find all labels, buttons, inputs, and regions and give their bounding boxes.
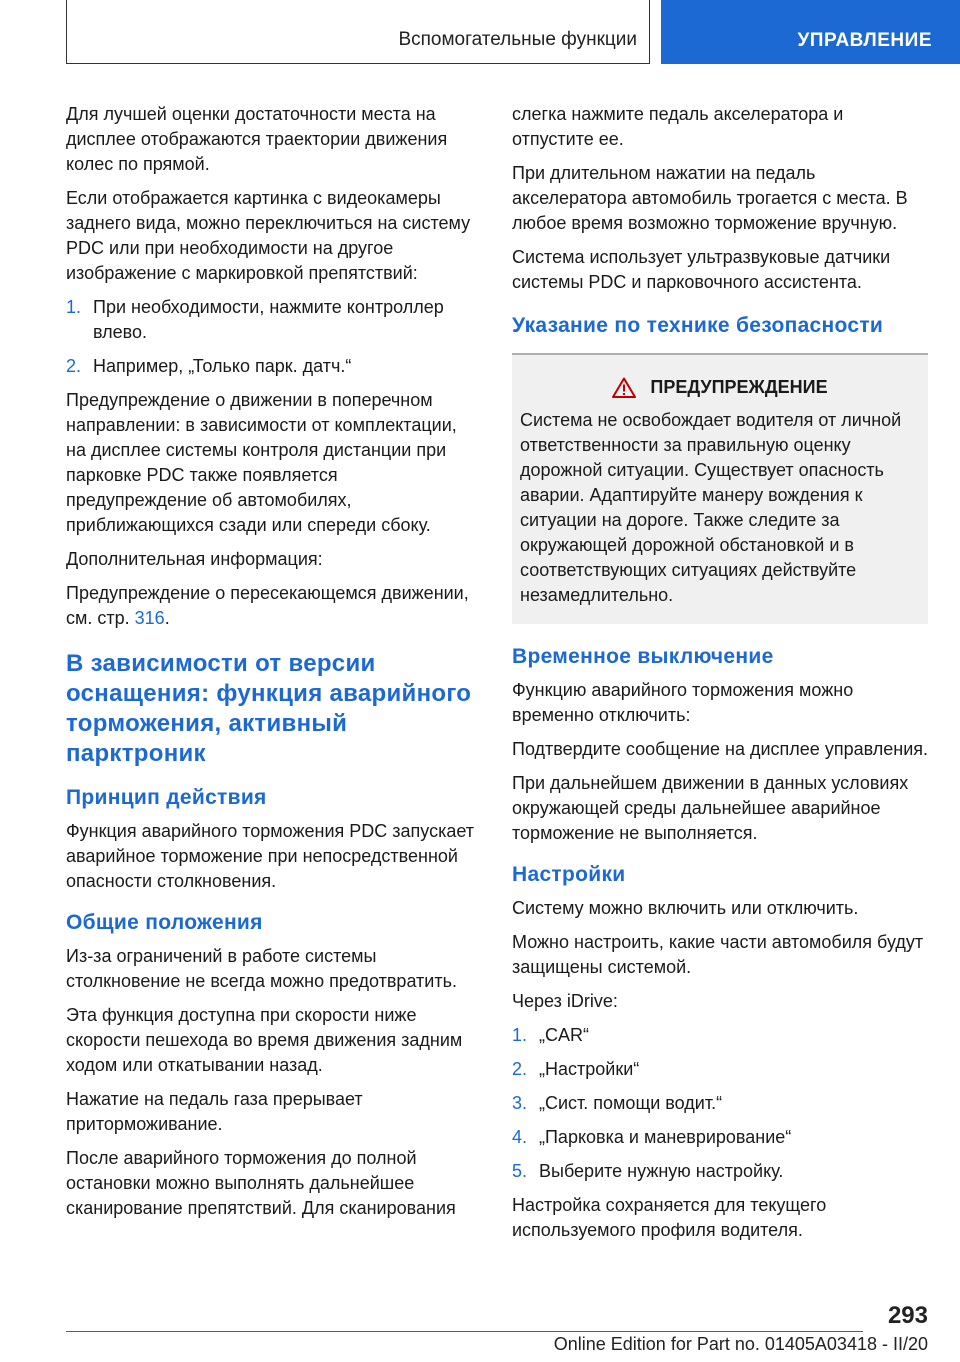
list-item bbox=[512, 1159, 928, 1184]
step-number: 2. bbox=[66, 356, 82, 376]
list-item bbox=[66, 354, 476, 379]
step-text: „Парковка и маневрирование“ bbox=[539, 1127, 792, 1147]
step-list bbox=[66, 295, 476, 379]
step-text: „Сист. помощи водит.“ bbox=[539, 1093, 723, 1113]
section-heading: Указание по технике безопасности bbox=[512, 314, 884, 337]
paragraph: слегка нажмите педаль акселератора и отпустите ее. bbox=[512, 104, 844, 149]
list-item bbox=[512, 1125, 928, 1150]
paragraph: Функцию аварийного торможения можно временно отключить: bbox=[512, 680, 854, 725]
step-text: „Настройки“ bbox=[539, 1059, 640, 1079]
warning-title: ПРЕДУПРЕЖДЕНИЕ bbox=[650, 377, 828, 397]
footer-edition: Online Edition for Part no. 01405A03418 - II/20 bbox=[553, 1334, 928, 1354]
list-item bbox=[512, 1057, 928, 1082]
page-number: 293 bbox=[887, 1302, 928, 1329]
step-number: 1. bbox=[66, 297, 82, 317]
step-number: 5. bbox=[512, 1161, 528, 1181]
step-list bbox=[512, 1023, 928, 1184]
subsection-heading: Настройки bbox=[512, 863, 626, 886]
paragraph: Если отображается картинка с видеокамеры заднего вида, можно переключиться на систему PDC или при необходимости на другое изображение с маркировкой препятствий: bbox=[66, 188, 471, 283]
paragraph bbox=[66, 581, 476, 631]
section-heading: В зависимости от версии оснащения: функция аварийного торможения, активный парктроник bbox=[66, 650, 472, 767]
page-reference-link[interactable]: 316 bbox=[134, 608, 165, 628]
paragraph: Можно настроить, какие части автомобиля будут защищены системой. bbox=[512, 932, 924, 977]
step-text: Например, „Только парк. датч.“ bbox=[93, 356, 352, 376]
right-column bbox=[512, 102, 928, 1243]
paragraph: После аварийного торможения до полной остановки можно выполнять дальнейшее сканирование препятствий. Для сканирования bbox=[66, 1148, 456, 1218]
paragraph: Дополнительная информация: bbox=[66, 549, 323, 569]
step-text: „CAR“ bbox=[539, 1025, 589, 1045]
paragraph: Предупреждение о движении в поперечном направлении: в зависимости от комплектации, на дисплее системы контроля дистанции при парковке PDC также появляется предупреждение об автомобилях, приближающихся сзади или спереди сбоку. bbox=[66, 390, 457, 535]
list-item bbox=[512, 1091, 928, 1116]
subsection-heading: Принцип действия bbox=[66, 786, 267, 809]
paragraph: Через iDrive: bbox=[512, 991, 618, 1011]
paragraph: Для лучшей оценки достаточности места на дисплее отображаются траектории движения колес по прямой. bbox=[66, 104, 448, 174]
step-number: 4. bbox=[512, 1127, 528, 1147]
step-number: 3. bbox=[512, 1093, 528, 1113]
warning-title-row bbox=[520, 375, 920, 400]
header-section bbox=[66, 0, 650, 64]
subsection-heading: Временное выключение bbox=[512, 645, 774, 668]
paragraph: Систему можно включить или отключить. bbox=[512, 898, 859, 918]
paragraph: Из-за ограничений в работе системы столкновение не всегда можно предотвратить. bbox=[66, 946, 457, 991]
warning-triangle-icon bbox=[612, 377, 636, 398]
paragraph: Подтвердите сообщение на дисплее управления. bbox=[512, 739, 928, 759]
header-chapter-title: УПРАВЛЕНИЕ bbox=[797, 30, 932, 51]
header-section-title: Вспомогательные функции bbox=[398, 29, 637, 50]
warning-text: Система не освобождает водителя от личной ответственности за правильную оценку дорожной ситуации. Существует опасность аварии. Адаптируйте манеру вождения к ситуации на дороге. Также следите за окружающей дорожной обстановкой и в соответствующих ситуациях действуйте незамедлительно. bbox=[520, 410, 902, 605]
warning-box bbox=[512, 355, 928, 624]
paragraph: Настройка сохраняется для текущего используемого профиля водителя. bbox=[512, 1195, 827, 1240]
paragraph: Система использует ультразвуковые датчики системы PDC и парковочного ассистента. bbox=[512, 247, 891, 292]
step-number: 1. bbox=[512, 1025, 528, 1045]
list-item bbox=[512, 1023, 928, 1048]
paragraph: При длительном нажатии на педаль акселератора автомобиль трогается с места. В любое время возможно торможение вручную. bbox=[512, 163, 908, 233]
footer-divider bbox=[66, 1331, 863, 1332]
step-text: При необходимости, нажмите контроллер влево. bbox=[93, 297, 444, 342]
subsection-heading: Общие положения bbox=[66, 911, 263, 934]
left-column bbox=[66, 102, 476, 1221]
list-item bbox=[66, 295, 476, 345]
paragraph: При дальнейшем движении в данных условиях окружающей среды дальнейшее аварийное торможение не выполняется. bbox=[512, 773, 909, 843]
header-chapter-tab[interactable] bbox=[661, 0, 960, 64]
paragraph-end: . bbox=[164, 608, 170, 628]
paragraph: Функция аварийного торможения PDC запускает аварийное торможение при непосредственной опасности столкновения. bbox=[66, 821, 475, 891]
step-text: Выберите нужную настройку. bbox=[539, 1161, 784, 1181]
paragraph: Эта функция доступна при скорости ниже скорости пешехода во время движения задним ходом или откатывании назад. bbox=[66, 1005, 463, 1075]
paragraph: Нажатие на педаль газа прерывает приторможивание. bbox=[66, 1089, 363, 1134]
paragraph-text: Предупреждение о пересекающемся движении, см. стр. bbox=[66, 583, 469, 628]
step-number: 2. bbox=[512, 1059, 528, 1079]
